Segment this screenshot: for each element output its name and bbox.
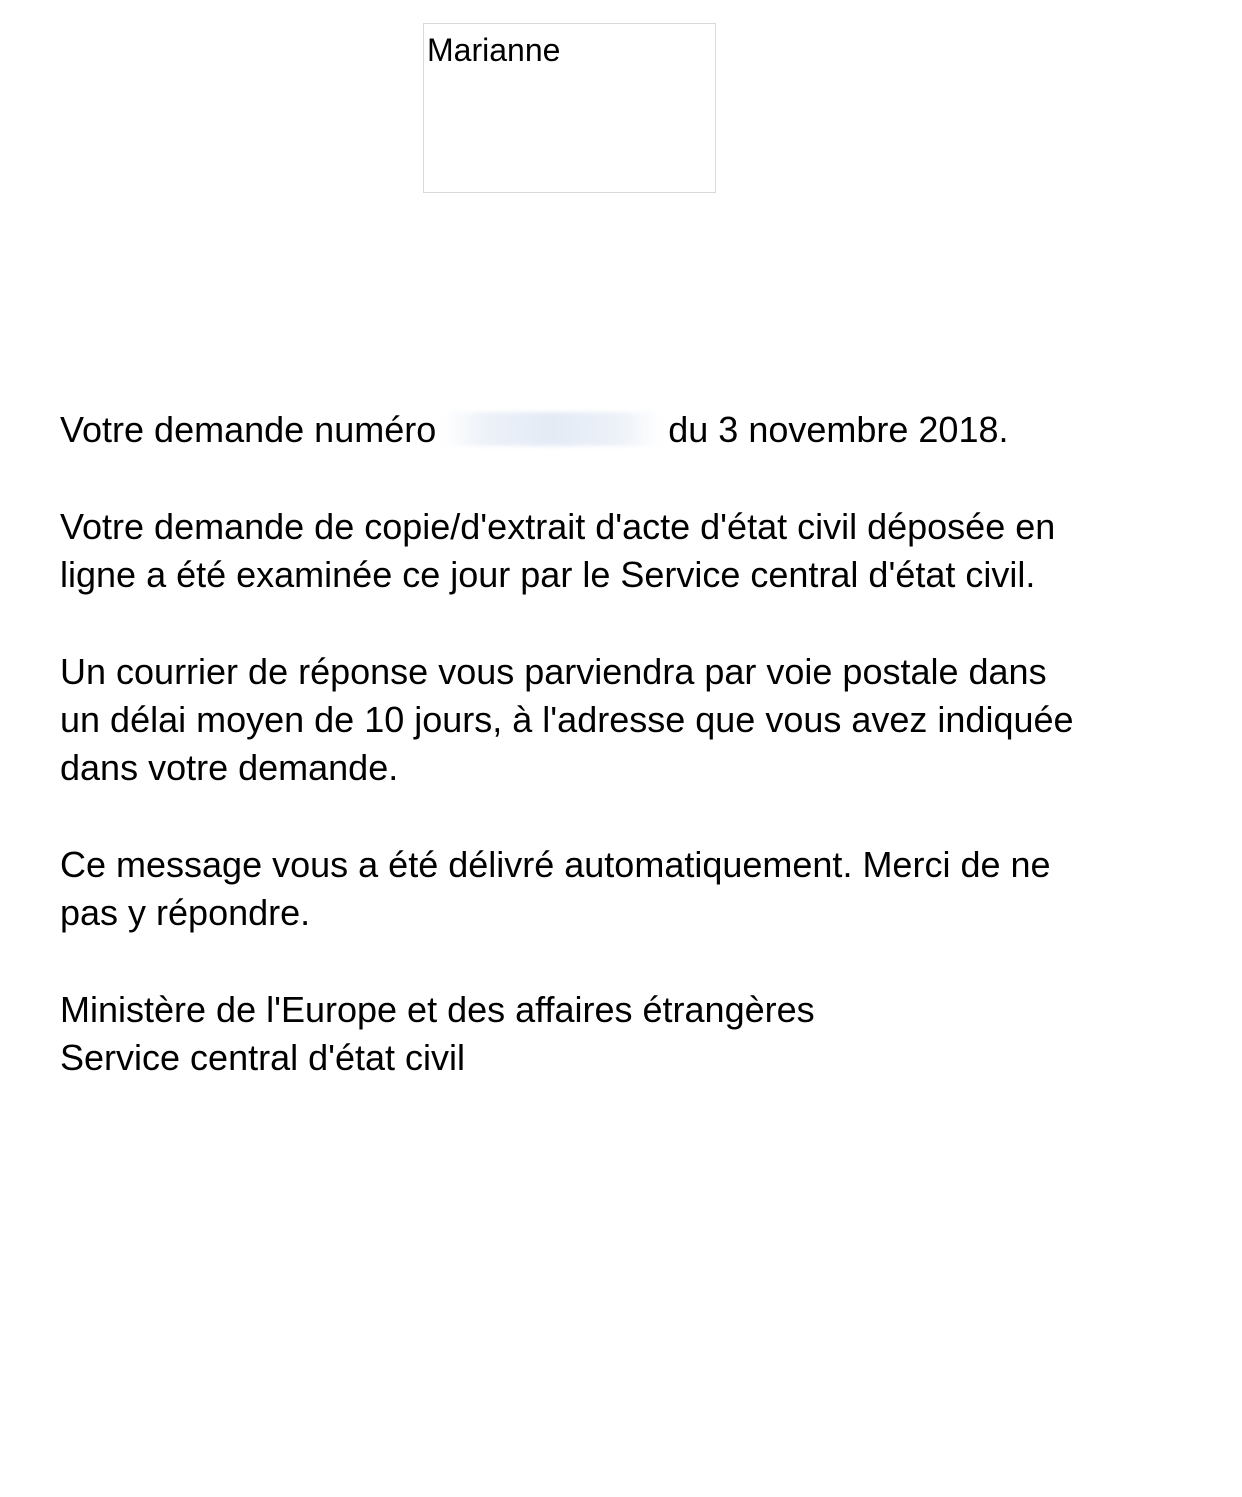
message-body bbox=[60, 406, 1190, 1082]
paragraph-line: un délai moyen de 10 jours, à l'adresse que vous avez indiquée bbox=[60, 699, 1074, 740]
paragraph-auto-notice bbox=[60, 841, 1190, 937]
paragraph-examined bbox=[60, 503, 1190, 599]
request-prefix: Votre demande numéro bbox=[60, 409, 437, 450]
paragraph-line: dans votre demande. bbox=[60, 747, 399, 788]
signature bbox=[60, 986, 1190, 1082]
paragraph-line: ligne a été examinée ce jour par le Service central d'état civil. bbox=[60, 554, 1036, 595]
request-reference-line bbox=[60, 406, 1190, 454]
logo-alt-text: Marianne bbox=[427, 32, 561, 68]
redacted-request-number bbox=[442, 412, 662, 446]
marianne-logo-placeholder bbox=[423, 23, 716, 193]
signature-ministry: Ministère de l'Europe et des affaires étrangères bbox=[60, 989, 815, 1030]
paragraph-line: pas y répondre. bbox=[60, 892, 311, 933]
paragraph-delivery bbox=[60, 648, 1190, 792]
request-date: du 3 novembre 2018. bbox=[668, 409, 1009, 450]
paragraph-line: Votre demande de copie/d'extrait d'acte d'état civil déposée en bbox=[60, 506, 1056, 547]
signature-service: Service central d'état civil bbox=[60, 1037, 466, 1078]
paragraph-line: Ce message vous a été délivré automatiquement. Merci de ne bbox=[60, 844, 1051, 885]
paragraph-line: Un courrier de réponse vous parviendra par voie postale dans bbox=[60, 651, 1047, 692]
